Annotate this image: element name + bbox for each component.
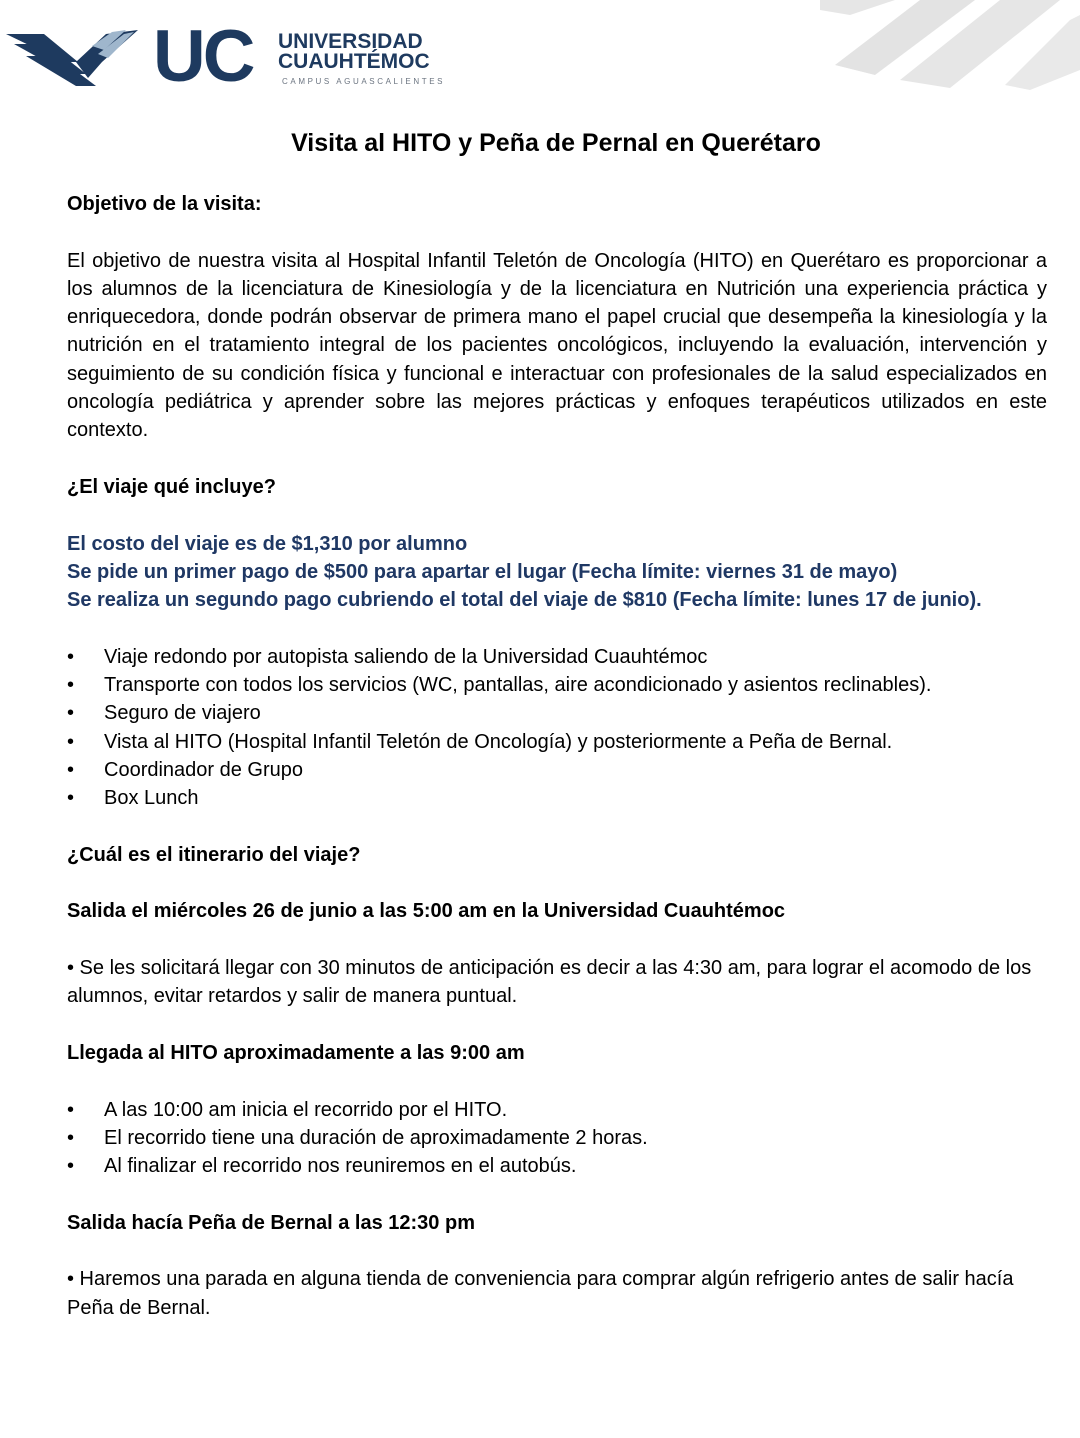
list-item: • Coordinador de Grupo [67, 756, 1047, 784]
objective-heading: Objetivo de la visita: [67, 193, 262, 215]
eagle-wings-icon [6, 28, 146, 90]
departure-note: • Se les solicitará llegar con 30 minutos de anticipación es decir a las 4:30 am, para lograr el acomodo de los alumnos, evitar retardos y salir de manera puntual. [67, 957, 1032, 1008]
logo-name [278, 32, 430, 72]
arrival-heading: Llegada al HITO aproximadamente a las 9:00 am [67, 1041, 525, 1064]
list-item: • El recorrido tiene una duración de aproximadamente 2 horas. [67, 1124, 1047, 1152]
document-body [67, 190, 1047, 1322]
itinerary-heading: ¿Cuál es el itinerario del viaje? [67, 843, 361, 866]
list-item: • Box Lunch [67, 784, 1047, 812]
cost-line-1: El costo del viaje es de $1,310 por alumno [67, 532, 468, 555]
cost-line-3: Se realiza un segundo pago cubriendo el total del viaje de $810 (Fecha límite: lunes 17 de junio). [67, 589, 982, 612]
logo-name-line2: CUAUHTÉMOC [278, 50, 430, 73]
list-item: • Vista al HITO (Hospital Infantil Teletón de Oncología) y posteriormente a Peña de Bernal. [67, 728, 1047, 756]
bernal-heading: Salida hacía Peña de Bernal a las 12:30 pm [67, 1211, 475, 1234]
includes-heading: ¿El viaje qué incluye? [67, 475, 276, 498]
cost-line-2: Se pide un primer pago de $500 para apartar el lugar (Fecha límite: viernes 31 de mayo) [67, 560, 898, 583]
page-title: Visita al HITO y Peña de Pernal en Querétaro [291, 129, 821, 157]
list-item: • Viaje redondo por autopista saliendo de la Universidad Cuauhtémoc [67, 643, 1047, 671]
list-item: • Transporte con todos los servicios (WC, pantallas, aire acondicionado y asientos reclinables). [67, 671, 1047, 699]
logo-mark: UC [153, 16, 253, 97]
decorative-stripes [800, 0, 1080, 90]
objective-body: El objetivo de nuestra visita al Hospital Infantil Teletón de Oncología (HITO) en Querétaro es proporcionar a los alumnos de la licenciatura de Kinesiología y de la licenciatura en Nutrición una experiencia práctica y enriquecedora, donde podrán observar de primera mano el papel crucial que desempeña la kinesiología y la nutrición en el tratamiento integral de los pacientes oncológicos, incluyendo la evaluación, intervención y seguimiento de su condición física y funcional e interactuar con profesionales de la salud especializados en oncología pediátrica y aprender sobre las mejores prácticas y enfoques terapéuticos utilizados en este contexto. [67, 249, 1047, 442]
arrival-list [67, 1096, 1047, 1181]
bernal-note: • Haremos una parada en alguna tienda de conveniencia para comprar algún refrigerio antes de salir hacía Peña de Bernal. [67, 1268, 1014, 1319]
list-item: • Seguro de viajero [67, 699, 1047, 727]
list-item: • Al finalizar el recorrido nos reuniremos en el autobús. [67, 1152, 1047, 1180]
departure-heading: Salida el miércoles 26 de junio a las 5:00 am en la Universidad Cuauhtémoc [67, 900, 786, 923]
logo-name-line1: UNIVERSIDAD [278, 30, 423, 53]
university-logo [6, 16, 456, 97]
logo-campus: CAMPUS AGUASCALIENTES [282, 77, 446, 86]
includes-list [67, 643, 1047, 813]
list-item: • A las 10:00 am inicia el recorrido por el HITO. [67, 1096, 1047, 1124]
